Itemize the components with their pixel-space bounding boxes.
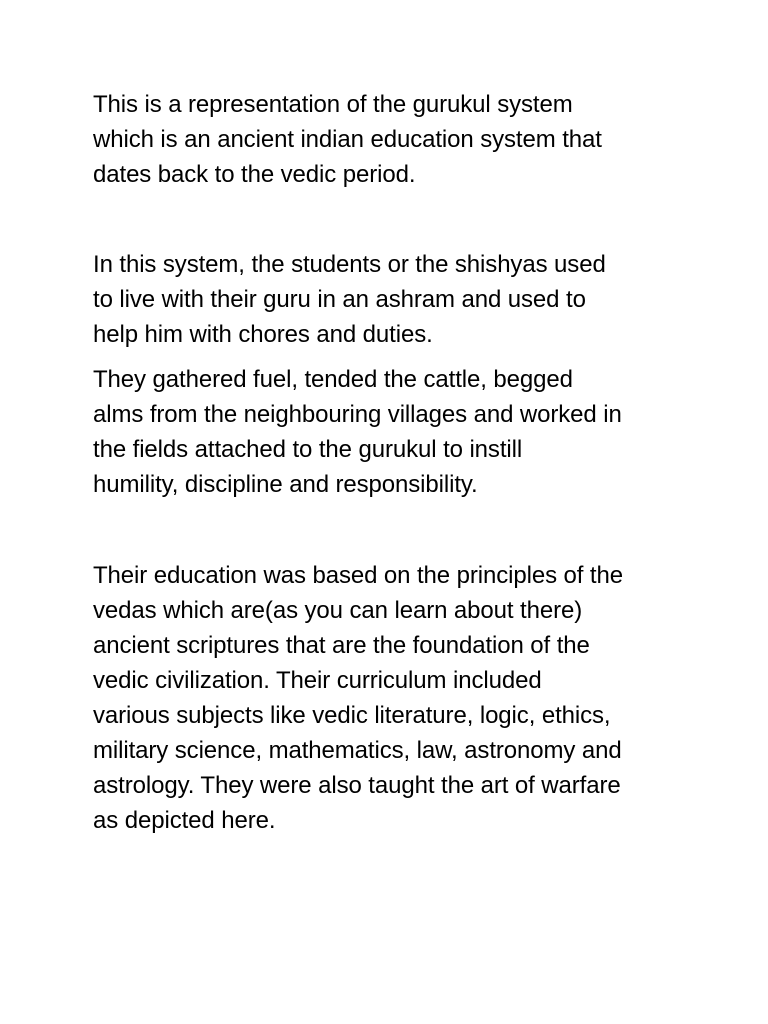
paragraph-education: Their education was based on the principles of the vedas which are(as you can learn about there) ancient scriptures that are the foundation of the vedic civilization. Their curriculum included various subjects like vedic literature, logic, ethics, military science, mathematics, law, astronomy and astrology. They were also taught the art of warfare as depicted here. bbox=[93, 562, 623, 834]
paragraph-students-duties: In this system, the students or the shishyas used to live with their guru in an ashram and used to help him with chores and duties. bbox=[93, 251, 606, 348]
paragraph-intro: This is a representation of the gurukul system which is an ancient indian education system that dates back to the vedic period. bbox=[93, 91, 602, 188]
paragraph-chores: They gathered fuel, tended the cattle, begged alms from the neighbouring villages and worked in the fields attached to the gurukul to instill humility, discipline and responsibility. bbox=[93, 366, 622, 498]
